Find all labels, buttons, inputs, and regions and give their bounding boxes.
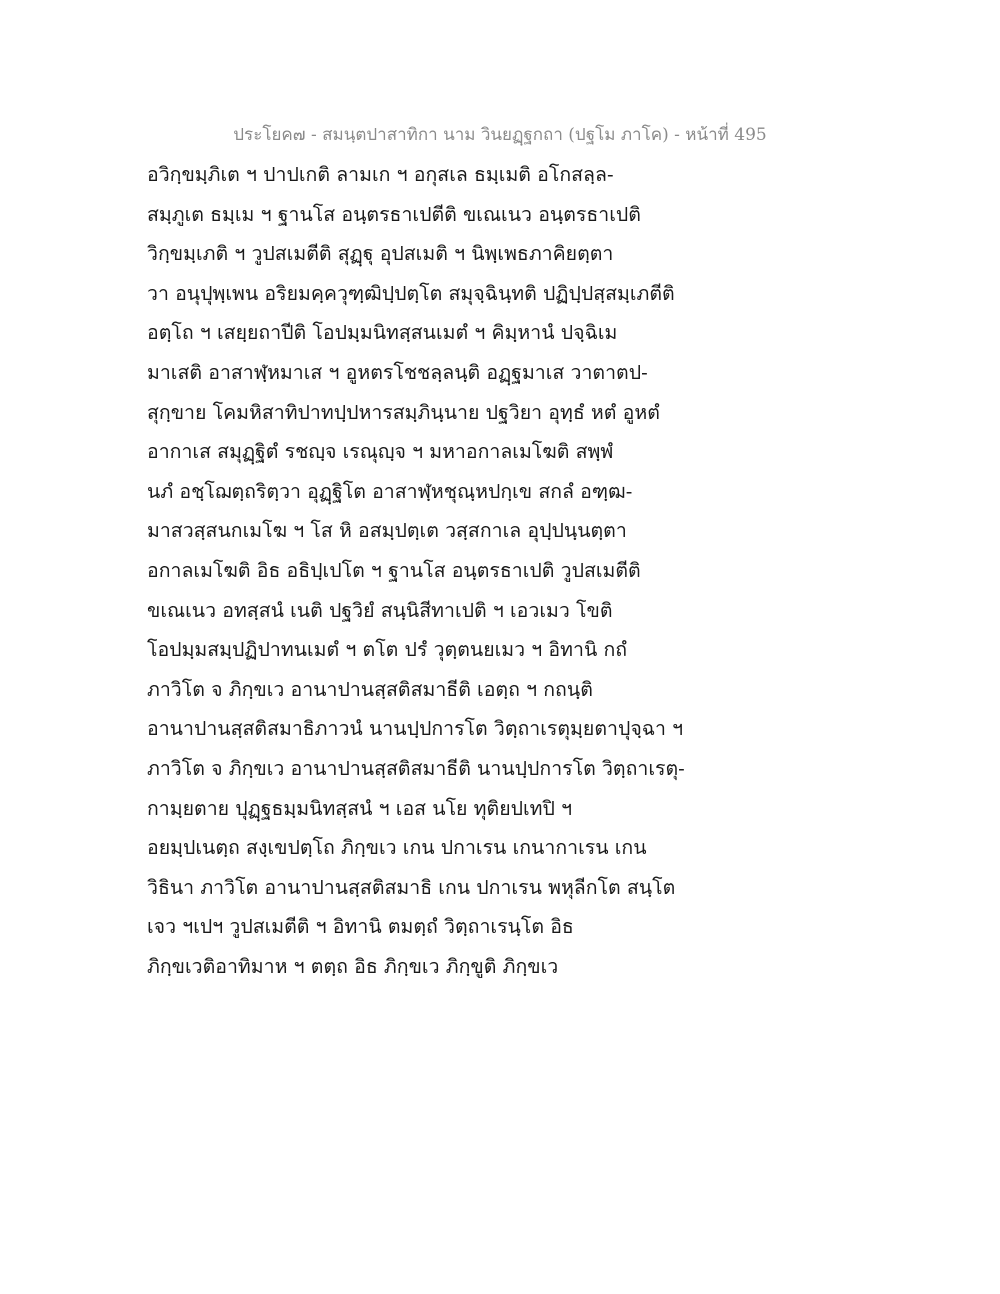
text-line: สุกฺขาย โคมหิสาทิปาทปฺปหารสมฺภินฺนาย ปฐวิยา อุทฺธํ หตํ อูหตํ: [147, 400, 660, 424]
text-line: อากาเส สมุฏฺฐิตํ รชญฺจ เรณุญฺจ ฯ มหาอกาลเมโฆติ สพฺพํ: [147, 440, 614, 464]
text-line: วา อนุปุพฺเพน อริยมคฺควุฑฺฒิปฺปตฺโต สมุจฺฉินฺทติ ปฏิปฺปสฺสมฺเภตีติ: [147, 281, 675, 305]
text-line: โอปมฺมสมฺปฏิปาทนเมตํ ฯ ตโต ปรํ วุตฺตนยเมว ฯ อิทานิ กถํ: [147, 638, 628, 662]
running-header: ประโยค๗ - สมนฺตปาสาทิกา นาม วินยฏฺฐกถา (ปฐโม ภาโค) - หน้าที่ 495: [233, 125, 767, 145]
text-line: ขเณเนว อทสฺสนํ เนติ ปฐวิยํ สนฺนิสีทาเปติ ฯ เอวเมว โขติ: [147, 598, 613, 622]
text-line: อานาปานสฺสติสมาธิภาวนํ นานปฺปการโต วิตฺถาเรตุมฺยตาปุจฺฉา ฯ: [147, 717, 684, 741]
text-line: กามฺยตาย ปุฏฺฐธมฺมนิทสฺสนํ ฯ เอส นโย ทุติยปเทปิ ฯ: [147, 796, 573, 820]
text-line: ภิกฺขเวติอาทิมาห ฯ ตตฺถ อิธ ภิกฺขเว ภิกฺขูติ ภิกฺขเว: [147, 954, 559, 978]
text-line: ภาวิโต จ ภิกฺขเว อานาปานสฺสติสมาธีติ นานปฺปการโต วิตฺถาเรตุ-: [147, 756, 685, 780]
text-line: วิกฺขมฺเภติ ฯ วูปสเมตีติ สุฏฺฐุ อุปสเมติ ฯ นิพฺเพธภาคิยตฺตา: [147, 242, 614, 266]
text-line: เจว ฯเปฯ วูปสเมตีติ ฯ อิทานิ ตมตฺถํ วิตฺถาเรนฺโต อิธ: [147, 915, 574, 939]
text-line: นภํ อชฺโฌตฺถริตฺวา อุฏฺฐิโต อาสาฬฺหชุณฺหปกฺเข สกลํ อฑฺฒ-: [147, 479, 633, 503]
text-line: สมฺภูเต ธมฺเม ฯ ฐานโส อนฺตรธาเปตีติ ขเณเนว อนฺตรธาเปติ: [147, 202, 641, 226]
text-line: อกาลเมโฆติ อิธ อธิปฺเปโต ฯ ฐานโส อนฺตรธาเปติ วูปสเมตีติ: [147, 558, 641, 582]
text-line: มาสวสฺสนกเมโฆ ฯ โส หิ อสมฺปตฺเต วสฺสกาเล อุปฺปนฺนตฺตา: [147, 519, 627, 543]
body-text: [147, 155, 867, 986]
text-line: อตฺโถ ฯ เสยฺยถาปีติ โอปมฺมนิทสฺสนเมตํ ฯ คิมฺหานํ ปจฺฉิเม: [147, 321, 618, 345]
text-line: อยมฺปเนตฺถ สงฺเขปตฺโถ ภิกฺขเว เกน ปกาเรน เกนากาเรน เกน: [147, 836, 647, 860]
text-line: อวิกฺขมฺภิเต ฯ ปาปเกติ ลามเก ฯ อกุสเล ธมฺเมติ อโกสลฺล-: [147, 163, 614, 186]
text-line: มาเสติ อาสาฬฺหมาเส ฯ อูหตรโชชลฺลนฺติ อฏฺฐมาเส วาตาตป-: [147, 360, 648, 384]
text-line: ภาวิโต จ ภิกฺขเว อานาปานสฺสติสมาธีติ เอตฺถ ฯ กถนฺติ: [147, 677, 593, 701]
text-line: วิธินา ภาวิโต อานาปานสฺสติสมาธิ เกน ปกาเรน พหุลีกโต สนฺโต: [147, 875, 676, 899]
